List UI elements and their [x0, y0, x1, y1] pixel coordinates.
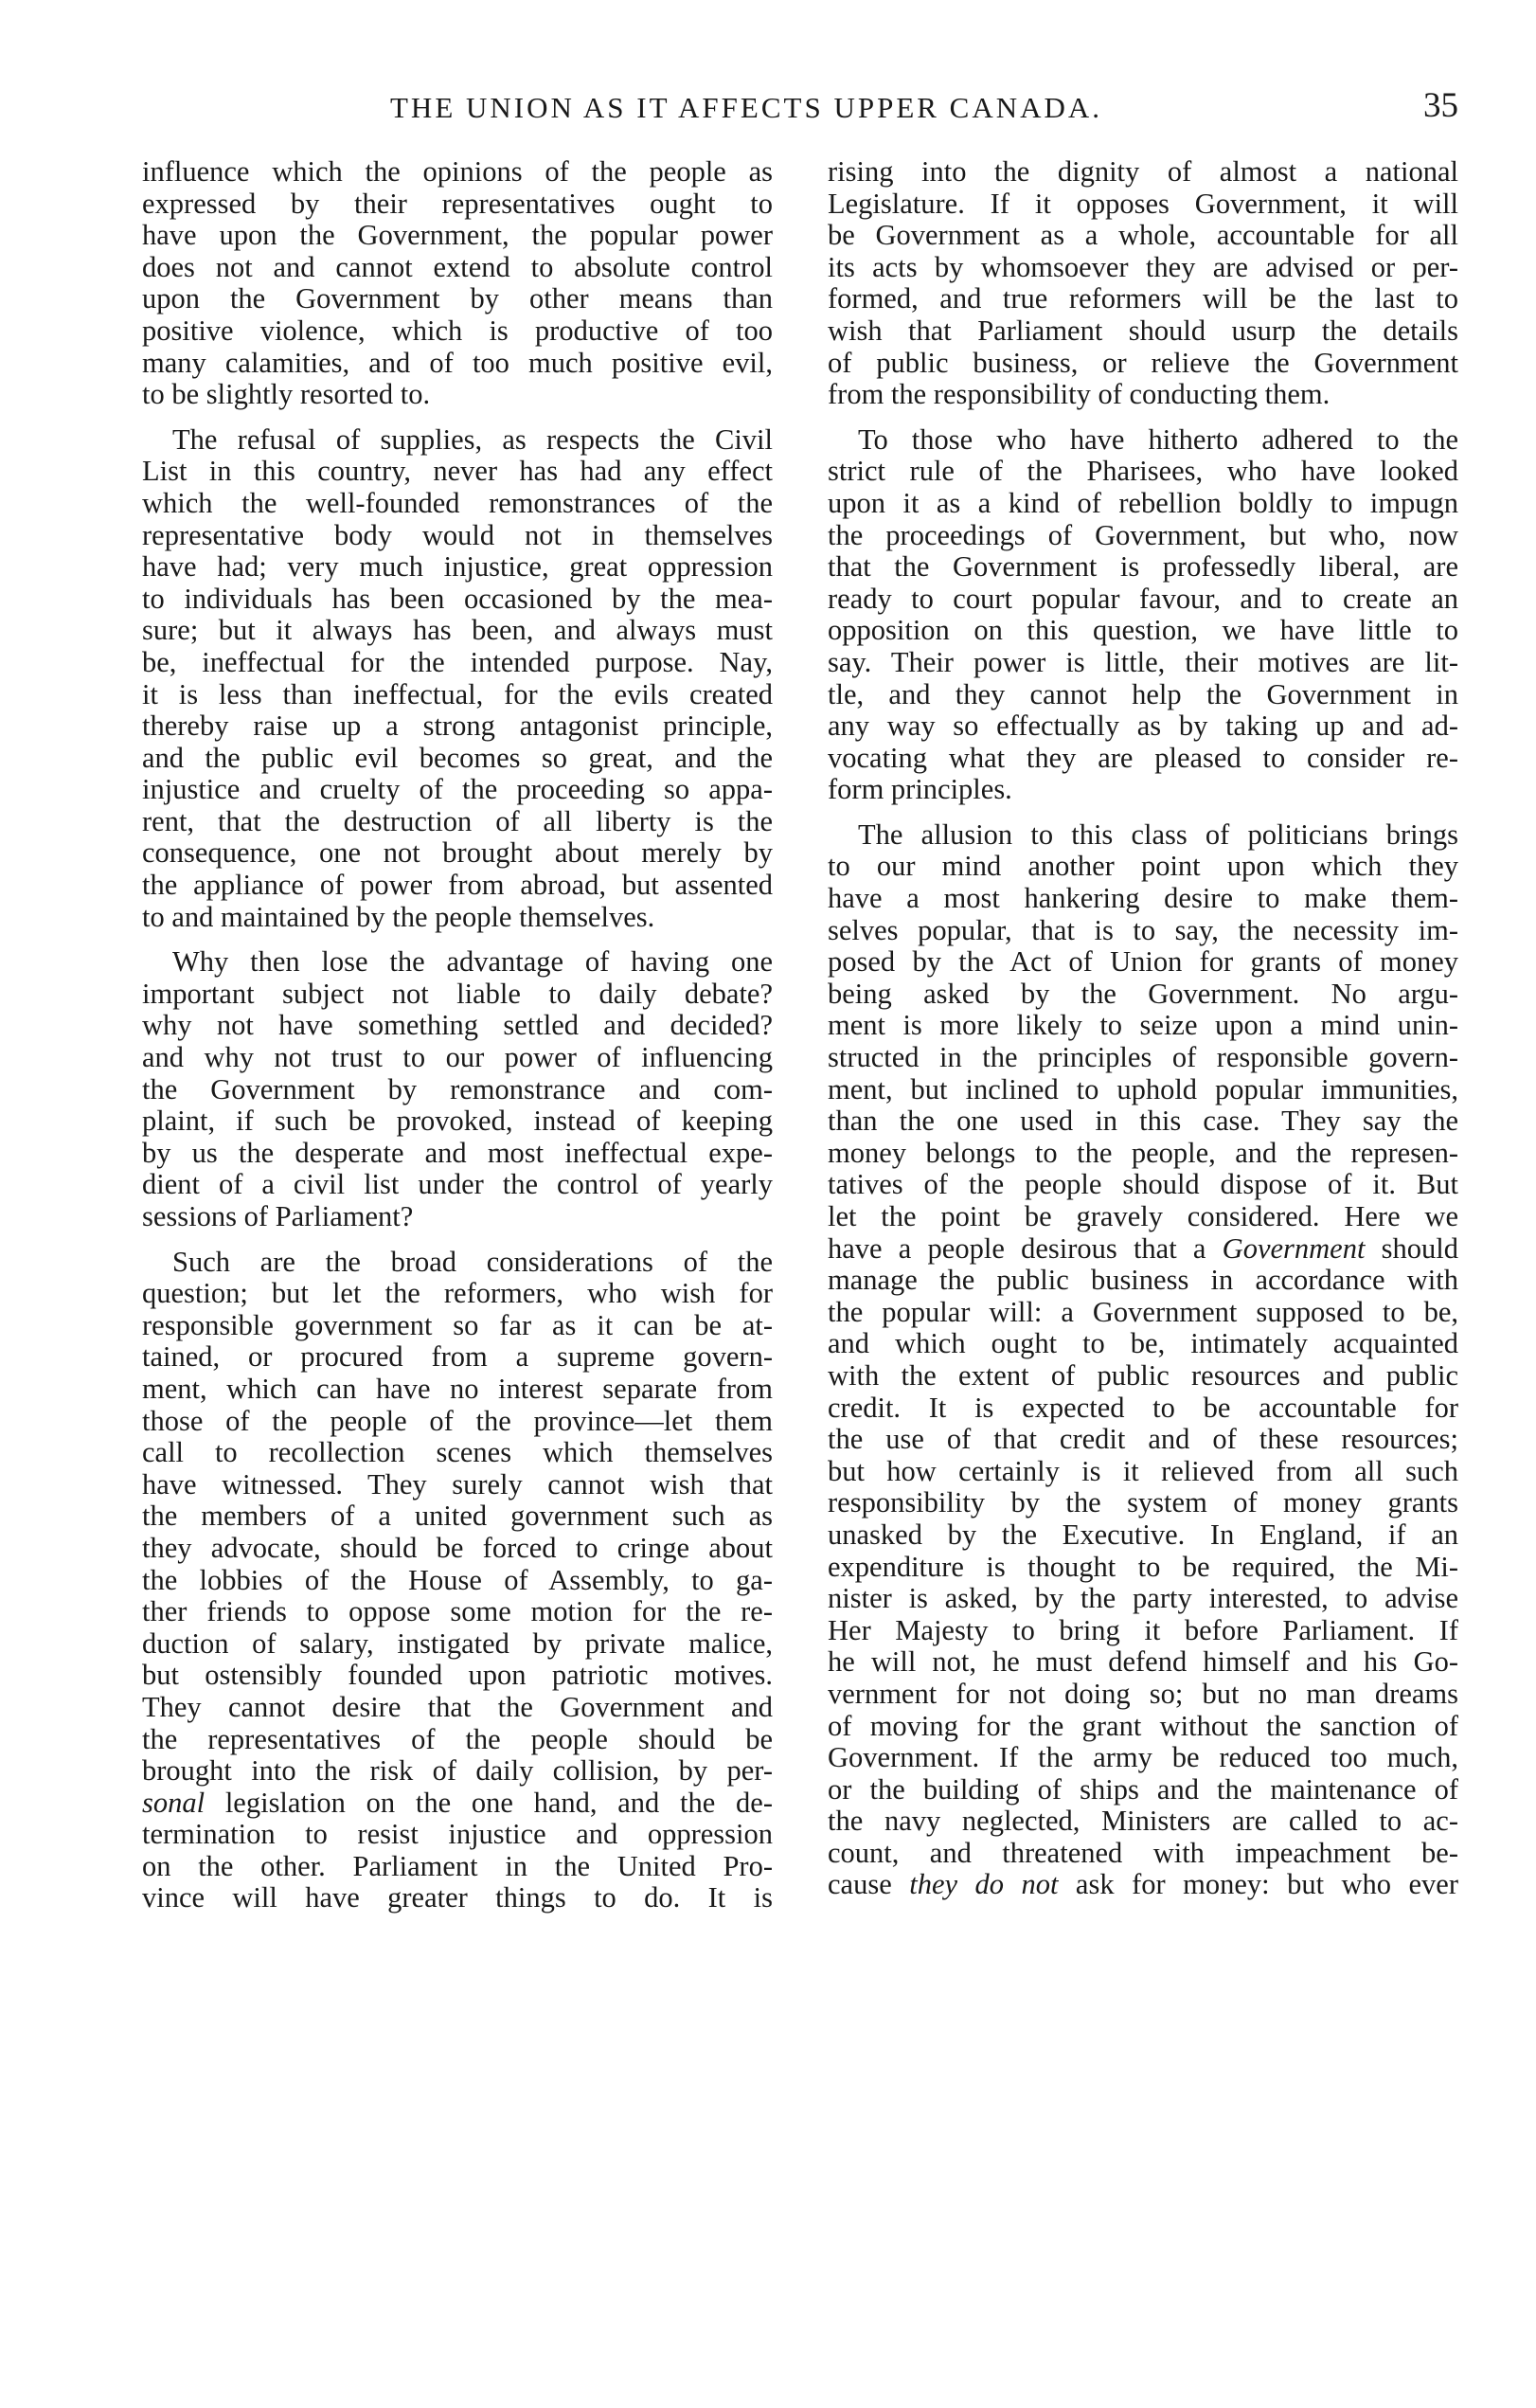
text-line: on the other. Parliament in the United Pro-: [142, 1849, 773, 1882]
text-line: vernment for not doing so; but no man dreams: [828, 1677, 1458, 1710]
text-line: any way so effectually as by taking up and ad-: [828, 710, 1458, 743]
text-line: termination to resist injustice and oppression: [142, 1818, 773, 1851]
text-line: expenditure is thought to be required, the Mi-: [828, 1550, 1458, 1583]
text-line: by us the desperate and most ineffectual expe-: [142, 1136, 773, 1169]
text-line: ment, but inclined to uphold popular immunities,: [828, 1072, 1458, 1105]
text-line-mixed: [142, 1788, 773, 1820]
text-line: the Government by remonstrance and com-: [142, 1072, 773, 1105]
text-line: structed in the principles of responsible govern-: [828, 1041, 1458, 1074]
text-line: vocating what they are pleased to consider re-: [828, 741, 1458, 774]
text-line-mixed: [828, 1869, 1458, 1901]
text-run: ask for money: but who ever: [1058, 1868, 1458, 1901]
text-line: expressed by their representatives ought to: [142, 187, 773, 220]
text-line: List in this country, never has had any effect: [142, 455, 773, 488]
text-line: count, and threatened with impeachment be-: [828, 1836, 1458, 1869]
paragraph-gap: [142, 1233, 773, 1247]
text-line: influence which the opinions of the people as: [142, 156, 773, 188]
text-line: To those who have hitherto adhered to the: [858, 422, 1458, 456]
left-paragraph-2: [142, 424, 773, 934]
text-line: consequence, one not brought about merely by: [142, 836, 773, 870]
text-line: sure; but it always has been, and always must: [142, 614, 773, 647]
text-line: have a most hankering desire to make them-: [828, 882, 1458, 915]
text-line: representative body would not in themselves: [142, 518, 773, 551]
italic-phrase: they do not: [909, 1868, 1059, 1901]
paragraph-gap: [828, 411, 1458, 424]
text-line: formed, and true reformers will be the last to: [828, 282, 1458, 315]
text-line: ready to court popular favour, and to create an: [828, 582, 1458, 615]
text-line: the lobbies of the House of Assembly, to ga-: [142, 1563, 773, 1596]
left-paragraph-1: [142, 156, 773, 411]
text-line: say. Their power is little, their motives are lit-: [828, 645, 1458, 678]
text-line: form principles.: [828, 773, 1012, 806]
text-line: positive violence, which is productive of too: [142, 314, 773, 347]
text-line: the members of a united government such as: [142, 1500, 773, 1533]
text-line: upon the Government by other means than: [142, 282, 773, 315]
text-line: Her Majesty to bring it before Parliament. If: [828, 1613, 1458, 1646]
text-line: upon it as a kind of rebellion boldly to impugn: [828, 486, 1458, 519]
text-line: thereby raise up a strong antagonist principle,: [142, 710, 773, 743]
text-line: does not and cannot extend to absolute control: [142, 250, 773, 283]
text-line: being asked by the Government. No argu-: [828, 977, 1458, 1010]
text-line: many calamities, and of too much positive evil,: [142, 346, 773, 379]
text-line: of public business, or relieve the Government: [828, 346, 1458, 379]
italic-word: Government: [1222, 1231, 1366, 1265]
text-line: ther friends to oppose some motion for the re-: [142, 1595, 773, 1628]
text-line: to be slightly resorted to.: [142, 378, 431, 411]
text-line: the proceedings of Government, but who, now: [828, 518, 1458, 551]
text-line: the appliance of power from abroad, but assented: [142, 869, 773, 902]
text-line: have upon the Government, the popular power: [142, 219, 773, 252]
text-line: ment is more likely to seize upon a mind unin-: [828, 1009, 1458, 1042]
text-line: Why then lose the advantage of having one: [172, 945, 773, 979]
text-line: and which ought to be, intimately acquainted: [828, 1327, 1458, 1360]
text-line: The allusion to this class of politicians brings: [858, 818, 1458, 851]
text-line: the navy neglected, Ministers are called to ac-: [828, 1805, 1458, 1838]
running-head: [142, 86, 1458, 138]
text-line: manage the public business in accordance with: [828, 1264, 1458, 1297]
text-line: tle, and they cannot help the Government in: [828, 677, 1458, 710]
text-line: he will not, he must defend himself and his Go-: [828, 1645, 1458, 1679]
running-title: THE UNION AS IT AFFECTS UPPER CANADA.: [390, 91, 1103, 124]
text-line: They cannot desire that the Government and: [142, 1690, 773, 1723]
text-line: from the responsibility of conducting them.: [828, 378, 1331, 411]
page-number: 35: [1423, 86, 1458, 125]
text-line: rising into the dignity of almost a national: [828, 156, 1458, 188]
text-line: but how certainly is it relieved from all such: [828, 1454, 1458, 1487]
text-line: the use of that credit and of these resources;: [828, 1423, 1458, 1456]
text-run: should: [1365, 1231, 1458, 1265]
text-line: let the point be gravely considered. Here we: [828, 1200, 1458, 1232]
text-line: strict rule of the Pharisees, who have looked: [828, 455, 1458, 488]
text-line: be, ineffectual for the intended purpose. Nay,: [142, 645, 773, 678]
text-line: tatives of the people should dispose of it. But: [828, 1168, 1458, 1201]
text-line: those of the people of the province—let them: [142, 1404, 773, 1437]
text-line: Government. If the army be reduced too much,: [828, 1741, 1458, 1774]
text-line: credit. It is expected to be accountable for: [828, 1391, 1458, 1424]
text-line: but ostensibly founded upon patriotic motives.: [142, 1659, 773, 1692]
text-line: dient of a civil list under the control of yearly: [142, 1168, 773, 1201]
text-line: The refusal of supplies, as respects the Civil: [172, 422, 773, 456]
paragraph-gap: [142, 411, 773, 424]
text-line: they advocate, should be forced to cringe about: [142, 1531, 773, 1564]
text-line: brought into the risk of daily collision, by per-: [142, 1754, 773, 1788]
text-run: have a people desirous that a: [828, 1231, 1223, 1265]
text-line: injustice and cruelty of the proceeding so appa-: [142, 773, 773, 806]
text-line: its acts by whomsoever they are advised or per-: [828, 250, 1458, 283]
text-line: with the extent of public resources and public: [828, 1358, 1458, 1392]
text-line: which the well-founded remonstrances of the: [142, 486, 773, 519]
italic-word: sonal: [142, 1786, 205, 1819]
text-line-mixed: [828, 1233, 1458, 1266]
text-line: rent, that the destruction of all liberty is the: [142, 804, 773, 837]
text-line: to individuals has been occasioned by the mea-: [142, 582, 773, 615]
text-line: selves popular, that is to say, the necessity im-: [828, 913, 1458, 946]
text-line: posed by the Act of Union for grants of money: [828, 945, 1458, 979]
left-paragraph-3: [142, 946, 773, 1232]
text-line: wish that Parliament should usurp the details: [828, 314, 1458, 347]
paragraph-gap: [142, 933, 773, 946]
text-line: nister is asked, by the party interested, to advise: [828, 1582, 1458, 1615]
right-paragraph-2: [828, 424, 1458, 806]
text-line: vince will have greater things to do. It is: [142, 1881, 773, 1914]
text-line: and why not trust to our power of influencing: [142, 1041, 773, 1074]
text-line: call to recollection scenes which themselves: [142, 1436, 773, 1469]
text-line: responsible government so far as it can be at-: [142, 1308, 773, 1341]
text-line: Legislature. If it opposes Government, it will: [828, 187, 1458, 220]
text-line: responsibility by the system of money grants: [828, 1486, 1458, 1519]
right-paragraph-3: [828, 819, 1458, 1901]
text-line: opposition on this question, we have little to: [828, 614, 1458, 647]
text-line: plaint, if such be provoked, instead of keeping: [142, 1105, 773, 1138]
text-line: be Government as a whole, accountable for all: [828, 219, 1458, 252]
text-line: the representatives of the people should be: [142, 1722, 773, 1755]
right-column: [828, 156, 1458, 2363]
text-columns: [142, 156, 1458, 2363]
text-line: ment, which can have no interest separate from: [142, 1372, 773, 1405]
text-line: question; but let the reformers, who wish for: [142, 1277, 773, 1310]
text-line: Such are the broad considerations of the: [172, 1245, 773, 1278]
text-line: tained, or procured from a supreme govern-: [142, 1340, 773, 1374]
text-line: the popular will: a Government supposed to be,: [828, 1295, 1458, 1328]
text-line: money belongs to the people, and the represen-: [828, 1136, 1458, 1169]
right-paragraph-1: [828, 156, 1458, 411]
text-line: than the one used in this case. They say the: [828, 1105, 1458, 1138]
text-line: it is less than ineffectual, for the evils created: [142, 677, 773, 710]
text-run: cause: [828, 1868, 910, 1901]
text-line: of moving for the grant without the sanction of: [828, 1709, 1458, 1742]
text-line: to and maintained by the people themselves.: [142, 900, 655, 933]
text-line: duction of salary, instigated by private malice,: [142, 1626, 773, 1660]
text-line: have witnessed. They surely cannot wish that: [142, 1467, 773, 1501]
text-line: that the Government is professedly liberal, are: [828, 550, 1458, 584]
text-line: have had; very much injustice, great oppression: [142, 550, 773, 584]
left-paragraph-4: [142, 1247, 773, 1914]
text-line: and the public evil becomes so great, and the: [142, 741, 773, 774]
text-line: why not have something settled and decided?: [142, 1009, 773, 1042]
paragraph-gap: [828, 806, 1458, 819]
text-run: legislation on the one hand, and the de-: [205, 1786, 773, 1819]
left-column: [142, 156, 773, 2363]
text-line: to our mind another point upon which they: [828, 850, 1458, 883]
text-line: sessions of Parliament?: [142, 1200, 414, 1232]
text-line: unasked by the Executive. In England, if an: [828, 1518, 1458, 1551]
text-line: or the building of ships and the maintenance of: [828, 1772, 1458, 1806]
text-line: important subject not liable to daily debate?: [142, 977, 773, 1010]
